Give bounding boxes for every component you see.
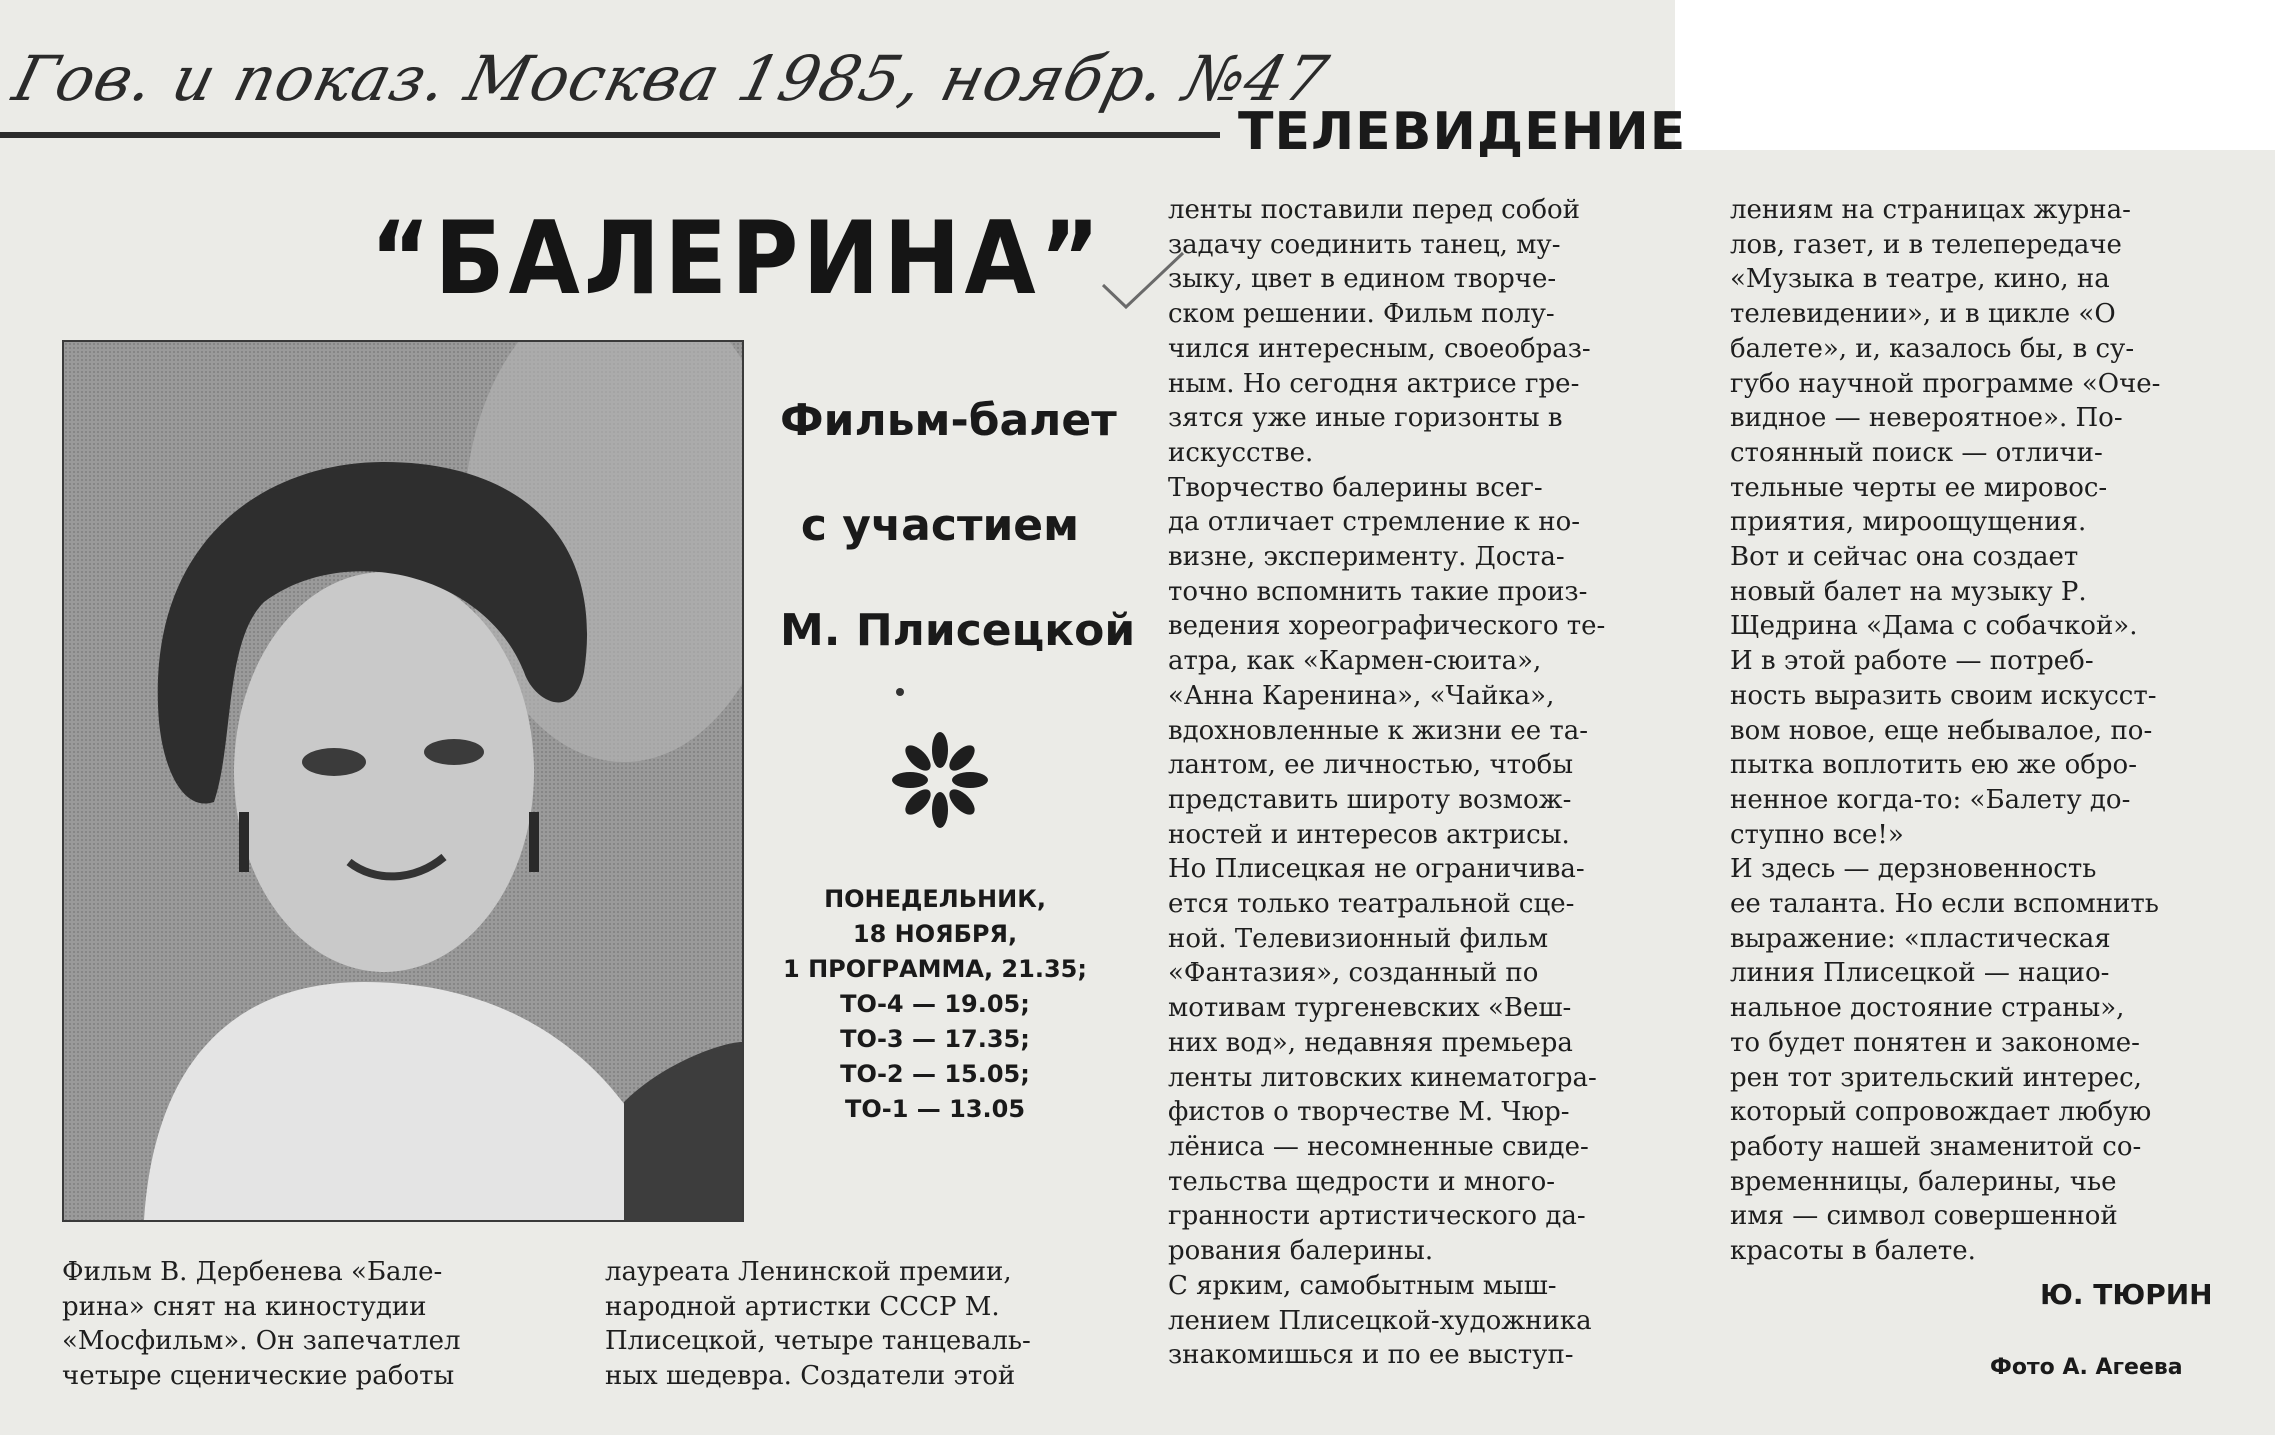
schedule-line: 18 НОЯБРЯ, xyxy=(852,920,1018,948)
text-line: народной артистки СССР М. xyxy=(605,1291,1000,1322)
text-line: ных шедевра. Создатели этой xyxy=(605,1361,1016,1392)
text-line: приятия, мироощущения. xyxy=(1730,507,2087,538)
schedule-line: ТО-4 — 19.05; xyxy=(840,990,1030,1018)
section-title: ТЕЛЕВИДЕНИЕ xyxy=(1238,102,1687,162)
text-line: рина» снят на киностудии xyxy=(62,1291,427,1322)
text-line: тельства щедрости и много- xyxy=(1168,1166,1556,1197)
text-line: чился интересным, своеобраз- xyxy=(1168,333,1591,364)
text-line: визне, эксперименту. Доста- xyxy=(1168,542,1565,573)
text-line: ленты поставили перед собой xyxy=(1168,195,1580,225)
text-line: ется только театральной сце- xyxy=(1168,889,1575,920)
text-line: фистов о творчестве М. Чюр- xyxy=(1168,1097,1570,1128)
text-line: лением Плисецкой-художника xyxy=(1168,1305,1592,1336)
subtitle-line-3: М. Плисецкой xyxy=(780,605,1136,656)
handwritten-note: Гов. и показ. Москва 1985, ноябр. №47 xyxy=(6,42,1336,115)
text-line: искусстве. xyxy=(1168,437,1314,468)
text-line: атра, как «Кармен-сюита», xyxy=(1168,646,1542,677)
text-line: задачу соединить танец, му- xyxy=(1168,229,1561,260)
article-column-right xyxy=(1730,193,2235,1269)
text-line: работу нашей знаменитой со- xyxy=(1730,1131,2142,1162)
text-line: то будет понятен и закономе- xyxy=(1730,1027,2140,1058)
portrait-illustration xyxy=(64,342,742,1220)
schedule-line: ПОНЕДЕЛЬНИК, xyxy=(824,885,1046,913)
text-line: нальное достояние страны», xyxy=(1730,993,2125,1024)
text-line: телевидении», и в цикле «О xyxy=(1730,299,2116,330)
broadcast-schedule xyxy=(740,882,1130,1127)
text-line: зыку, цвет в едином творче- xyxy=(1168,264,1557,295)
text-line: который сопровождает любую xyxy=(1730,1097,2152,1128)
text-line: «Музыка в театре, кино, на xyxy=(1730,264,2110,295)
text-line: представить широту возмож- xyxy=(1168,784,1572,815)
text-line: ненное когда-то: «Балету до- xyxy=(1730,784,2131,815)
text-line: имя — символ совершенной xyxy=(1730,1201,2118,1232)
text-line: Плисецкой, четыре танцеваль- xyxy=(605,1326,1031,1357)
text-line: Творчество балерины всег- xyxy=(1168,472,1543,503)
schedule-line: ТО-2 — 15.05; xyxy=(840,1060,1030,1088)
text-line: балете», и, казалось бы, в су- xyxy=(1730,333,2135,364)
text-line: лениям на страницах журна- xyxy=(1730,195,2131,225)
text-line: Вот и сейчас она создает xyxy=(1730,542,2079,573)
text-line: ведения хореографического те- xyxy=(1168,611,1606,642)
text-line: ленты литовских кинематогра- xyxy=(1168,1062,1597,1093)
text-line: Но Плисецкая не ограничива- xyxy=(1168,854,1585,885)
text-line: гранности артистического да- xyxy=(1168,1201,1586,1232)
author-byline: Ю. ТЮРИН xyxy=(2040,1278,2213,1311)
text-line: губо научной программе «Оче- xyxy=(1730,368,2161,399)
text-line: красоты в балете. xyxy=(1730,1236,1976,1267)
photo-credit: Фото А. Агеева xyxy=(1990,1355,2183,1380)
text-line: стоянный поиск — отличи- xyxy=(1730,437,2103,468)
text-line: И в этой работе — потреб- xyxy=(1730,646,2094,677)
text-line: «Фантазия», созданный по xyxy=(1168,958,1539,989)
text-line: ность выразить своим искусст- xyxy=(1730,680,2157,711)
text-line: рования балерины. xyxy=(1168,1236,1434,1267)
header-rule xyxy=(0,132,1220,138)
text-line: них вод», недавняя премьера xyxy=(1168,1027,1573,1058)
text-line: линия Плисецкой — нацио- xyxy=(1730,958,2110,989)
schedule-line: 1 ПРОГРАММА, 21.35; xyxy=(783,955,1087,983)
text-line: да отличает стремление к но- xyxy=(1168,507,1581,538)
text-line: зятся уже иные горизонты в xyxy=(1168,403,1563,434)
text-line: ее таланта. Но если вспомнить xyxy=(1730,889,2159,920)
text-line: ным. Но сегодня актрисе гре- xyxy=(1168,368,1580,399)
text-line: лов, газет, и в телепередаче xyxy=(1730,229,2122,260)
text-line: рен тот зрительский интерес, xyxy=(1730,1062,2142,1093)
article-headline: “БАЛЕРИНА” xyxy=(370,199,1105,318)
text-line: С ярким, самобытным мыш- xyxy=(1168,1270,1557,1301)
text-line: Фильм В. Дербенева «Бале- xyxy=(62,1257,443,1287)
bullet-dot xyxy=(896,688,904,696)
text-line: тельные черты ее мировос- xyxy=(1730,472,2108,503)
text-line: «Мосфильм». Он запечатлел xyxy=(62,1326,461,1357)
text-line: вдохновленные к жизни ее та- xyxy=(1168,715,1589,746)
text-line: знакомишься и по ее выступ- xyxy=(1168,1340,1574,1371)
photo-caption-column-2 xyxy=(605,1255,1115,1394)
text-line: выражение: «пластическая xyxy=(1730,923,2111,954)
text-line: мотивам тургеневских «Веш- xyxy=(1168,993,1572,1024)
text-line: лантом, ее личностью, чтобы xyxy=(1168,750,1574,781)
schedule-line: ТО-3 — 17.35; xyxy=(840,1025,1030,1053)
ballerina-photo xyxy=(62,340,744,1222)
subtitle-line-1: Фильм-балет xyxy=(780,395,1117,446)
article-column-middle xyxy=(1168,193,1673,1373)
text-line: лауреата Ленинской премии, xyxy=(605,1257,1012,1287)
text-line: Щедрина «Дама с собачкой». xyxy=(1730,611,2138,642)
text-line: вом новое, еще небывалое, по- xyxy=(1730,715,2153,746)
flower-ornament-icon xyxy=(890,730,990,830)
text-line: ском решении. Фильм полу- xyxy=(1168,299,1555,330)
subtitle-line-2: с участием xyxy=(800,500,1080,551)
text-line: видное — невероятное». По- xyxy=(1730,403,2123,434)
text-line: временницы, балерины, чье xyxy=(1730,1166,2117,1197)
text-line: ностей и интересов актрисы. xyxy=(1168,819,1570,850)
text-line: новый балет на музыку Р. xyxy=(1730,576,2087,607)
text-line: лёниса — несомненные свиде- xyxy=(1168,1131,1589,1162)
photo-caption-column-1 xyxy=(62,1255,562,1394)
text-line: четыре сценические работы xyxy=(62,1361,455,1392)
text-line: ной. Телевизионный фильм xyxy=(1168,923,1549,954)
text-line: точно вспомнить такие произ- xyxy=(1168,576,1588,607)
schedule-line: ТО-1 — 13.05 xyxy=(844,1095,1026,1123)
text-line: И здесь — дерзновенность xyxy=(1730,854,2097,885)
text-line: «Анна Каренина», «Чайка», xyxy=(1168,680,1555,711)
text-line: пытка воплотить ею же обро- xyxy=(1730,750,2137,781)
text-line: ступно все!» xyxy=(1730,819,1904,850)
